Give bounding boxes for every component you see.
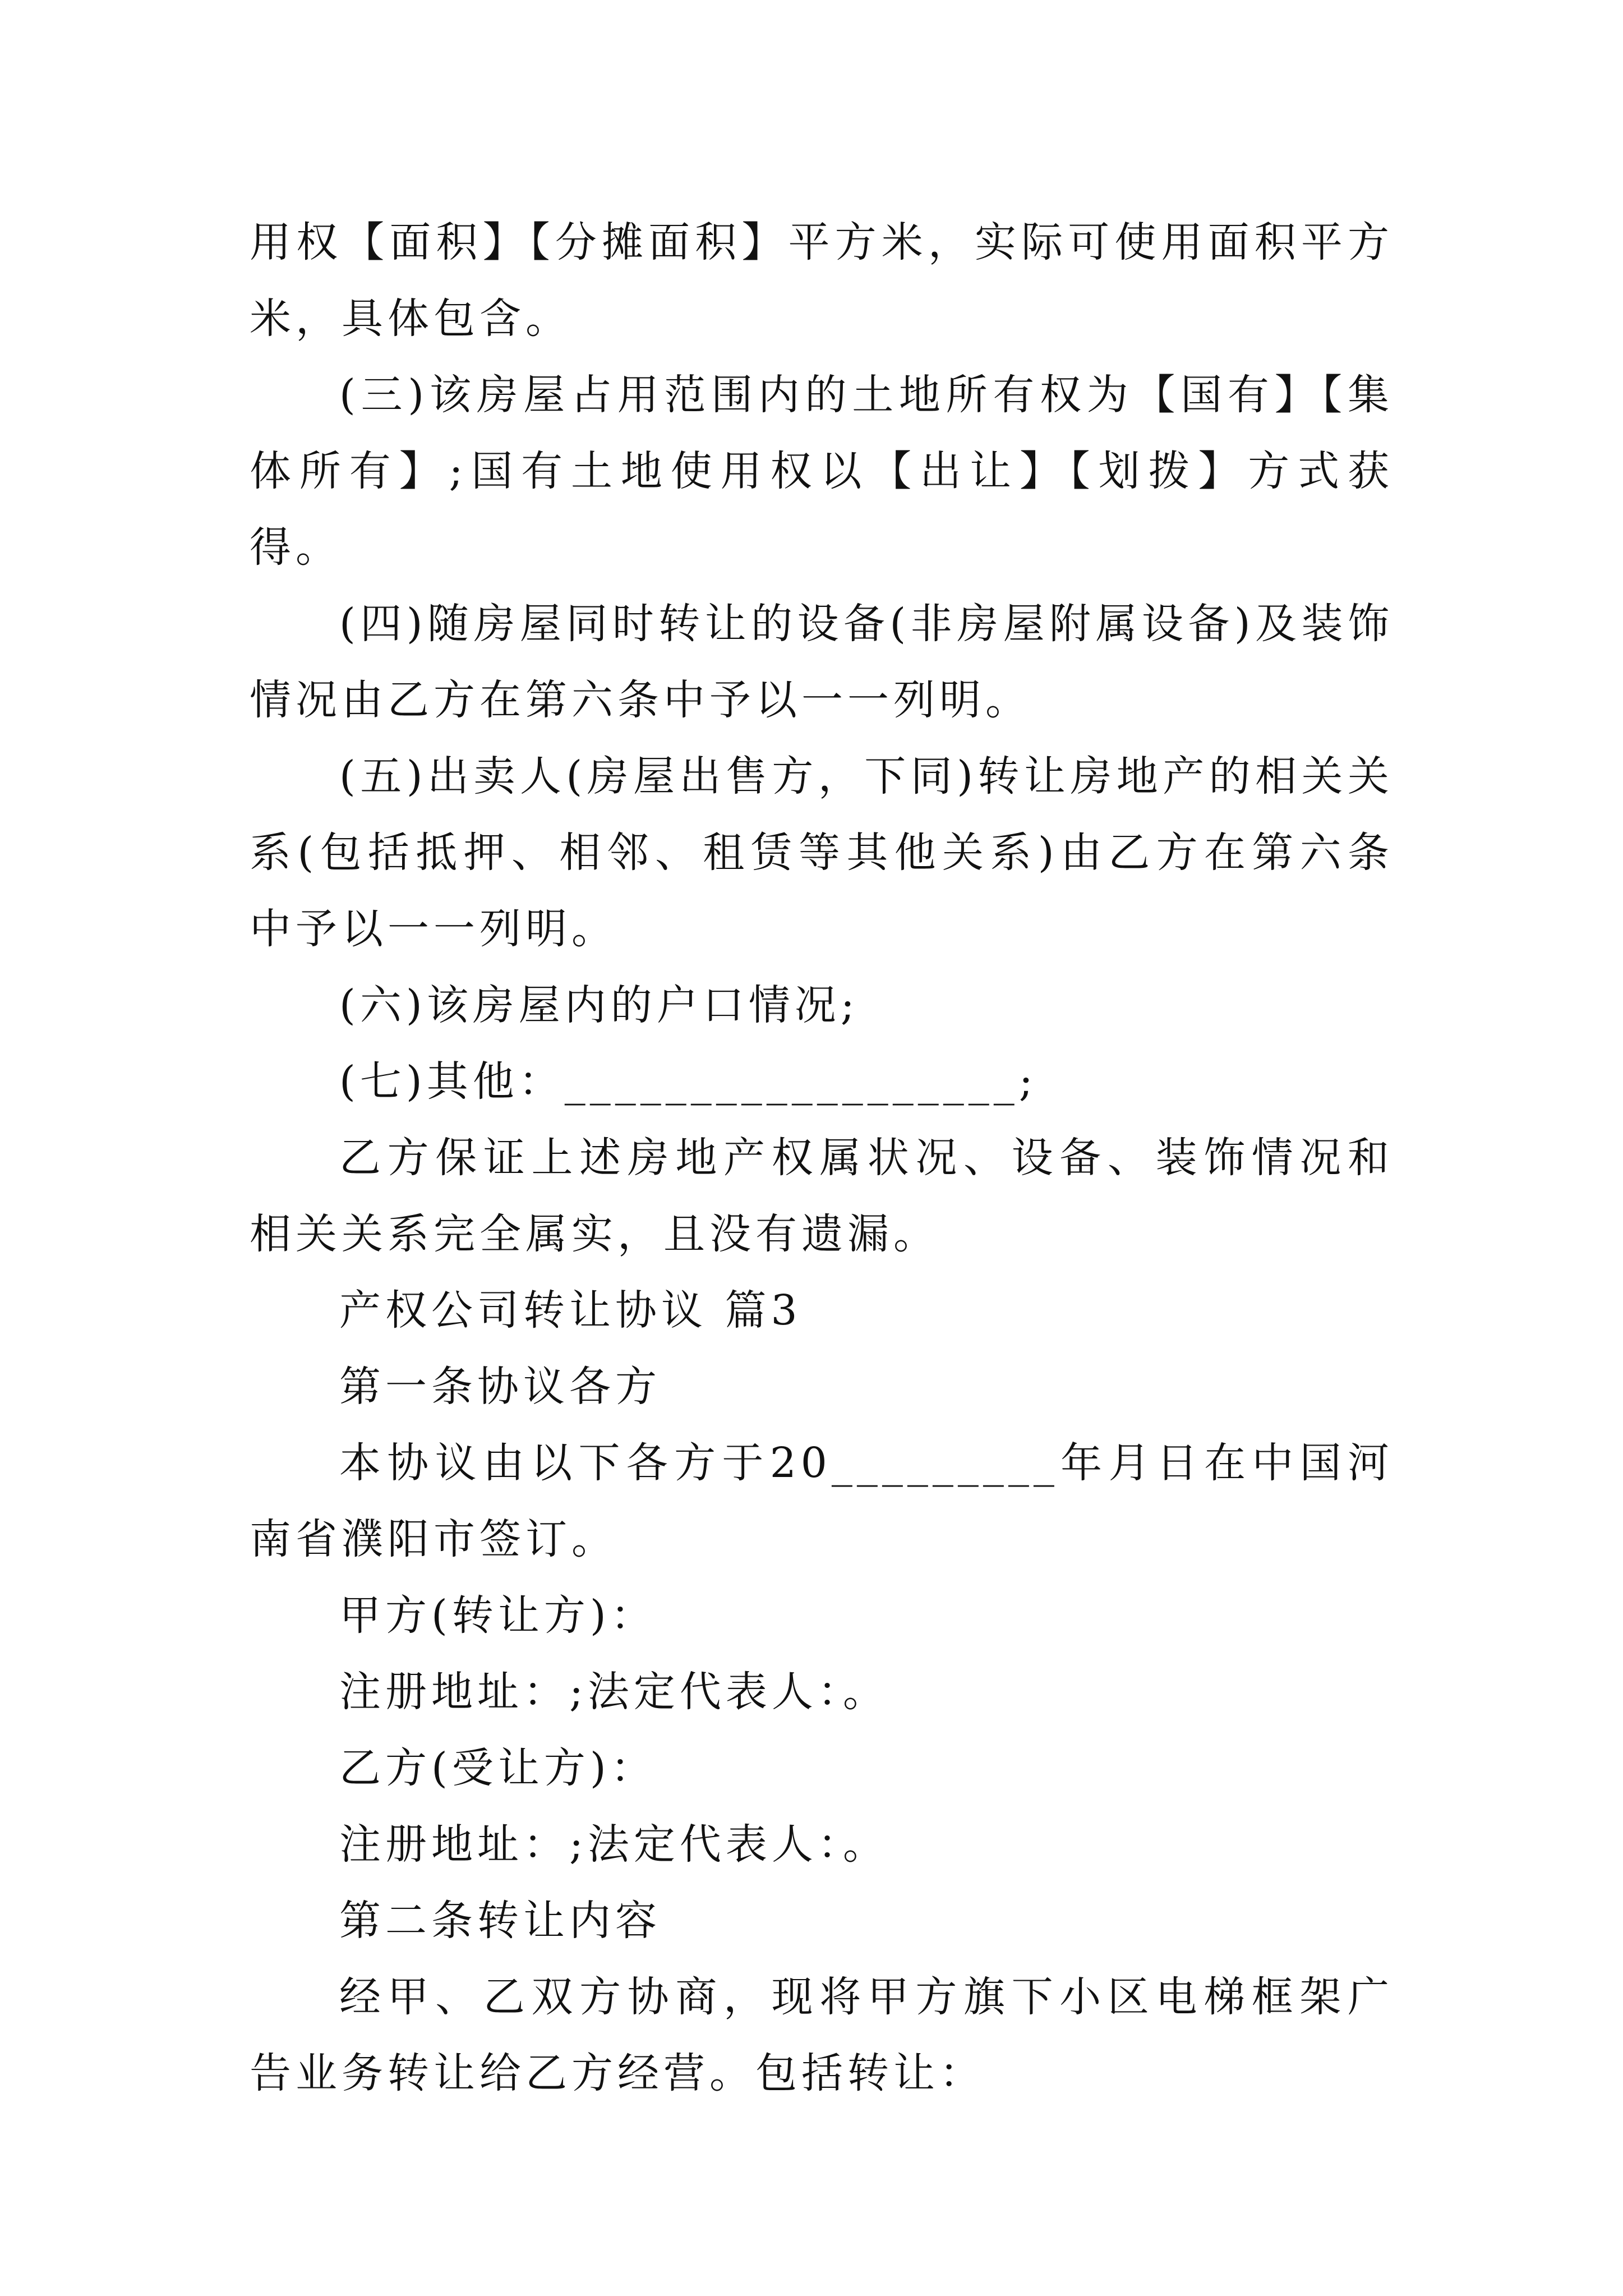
article-2-heading: 第二条转让内容: [339, 1897, 661, 1945]
paragraph-seller-relations: (五)出卖人(房屋出售方，下同)转让房地产的相关关系(包括抵押、相邻、租赁等其他关系)由乙方在第六条中予以一一列明。: [250, 752, 1394, 953]
document-body: [250, 204, 1394, 2111]
paragraph-signing: 本协议由以下各方于20_________年月日在中国河南省濮阳市签订。: [250, 1439, 1394, 1563]
paragraph-transfer-content: 经甲、乙双方协商，现将甲方旗下小区电梯框架广告业务转让给乙方经营。包括转让：: [250, 1973, 1394, 2097]
paragraph-land-ownership: (三)该房屋占用范围内的土地所有权为【国有】【集体所有】;国有土地使用权以【出让】【划拨】方式获得。: [250, 371, 1394, 572]
paragraph-household-registration: (六)该房屋内的户口情况;: [339, 981, 859, 1029]
section-heading-part3: 产权公司转让协议 篇3: [339, 1286, 802, 1335]
paragraph-other: (七)其他：__________________;: [339, 1057, 1038, 1106]
party-b-label: 乙方(受让方)：: [339, 1744, 657, 1792]
article-1-heading: 第一条协议各方: [339, 1363, 661, 1411]
paragraph-guarantee: 乙方保证上述房地产权属状况、设备、装饰情况和相关关系完全属实，且没有遗漏。: [250, 1134, 1394, 1258]
paragraph-area-continuation: 用权【面积】【分摊面积】平方米，实际可使用面积平方米，具体包含。: [250, 218, 1394, 343]
party-a-label: 甲方(转让方)：: [339, 1591, 657, 1640]
paragraph-equipment: (四)随房屋同时转让的设备(非房屋附属设备)及装饰情况由乙方在第六条中予以一一列明。: [250, 600, 1394, 724]
party-b-address: 注册地址：;法定代表人：。: [339, 1820, 889, 1869]
party-a-address: 注册地址：;法定代表人：。: [339, 1668, 889, 1716]
